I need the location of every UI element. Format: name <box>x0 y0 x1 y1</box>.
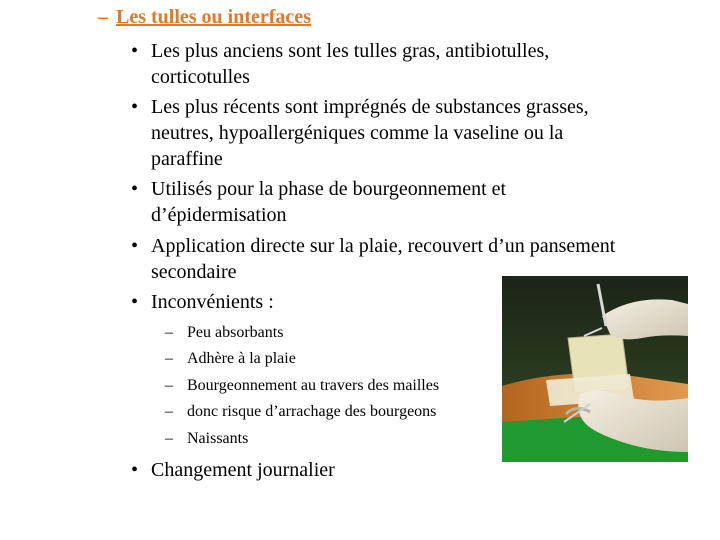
bullet-line: d’épidermisation <box>151 204 287 226</box>
sub-dash: – <box>165 403 173 420</box>
bullet-item <box>131 457 335 483</box>
sub-dash: – <box>165 430 173 447</box>
dressing-photo-illustration <box>502 276 688 462</box>
sub-dash: – <box>165 377 173 394</box>
bullet-line: Utilisés pour la phase de bourgeonnement et <box>151 178 507 200</box>
dressing-photo <box>502 276 688 462</box>
sub-dash: – <box>165 324 173 341</box>
bullet-line: Application directe sur la plaie, recouvert d’un pansement <box>151 235 616 257</box>
bullet-dot: • <box>131 40 139 62</box>
bullet-dot: • <box>131 178 139 200</box>
bullet-item <box>131 94 589 172</box>
sub-item-text: donc risque d’arrachage des bourgeons <box>187 403 437 420</box>
bullet-line: paraffine <box>151 148 223 170</box>
bullet-item <box>131 176 507 228</box>
sub-item <box>165 376 440 396</box>
section-heading <box>98 6 311 29</box>
bullet-line: Inconvénients : <box>151 291 274 313</box>
bullet-line: neutres, hypoallergéniques comme la vaseline ou la <box>151 122 564 144</box>
bullet-line: corticotulles <box>151 66 250 88</box>
heading-text: Les tulles ou interfaces <box>116 6 311 28</box>
sub-item <box>165 349 296 369</box>
sub-item <box>165 402 437 422</box>
sub-item <box>165 323 284 343</box>
bullet-item <box>131 38 550 90</box>
sub-item-text: Naissants <box>187 430 249 447</box>
heading-dash: – <box>98 6 108 28</box>
bullet-line: Les plus récents sont imprégnés de substances grasses, <box>151 96 589 118</box>
sub-item <box>165 429 249 449</box>
bullet-dot: • <box>131 291 139 313</box>
bullet-line: Les plus anciens sont les tulles gras, antibiotulles, <box>151 40 550 62</box>
sub-item-text: Bourgeonnement au travers des mailles <box>187 377 440 394</box>
bullet-line: Changement journalier <box>151 459 335 481</box>
bullet-dot: • <box>131 96 139 118</box>
bullet-dot: • <box>131 459 139 481</box>
sub-dash: – <box>165 350 173 367</box>
bullet-item <box>131 289 274 315</box>
bullet-line: secondaire <box>151 261 237 283</box>
sub-item-text: Peu absorbants <box>187 324 284 341</box>
sub-item-text: Adhère à la plaie <box>187 350 296 367</box>
bullet-dot: • <box>131 235 139 257</box>
